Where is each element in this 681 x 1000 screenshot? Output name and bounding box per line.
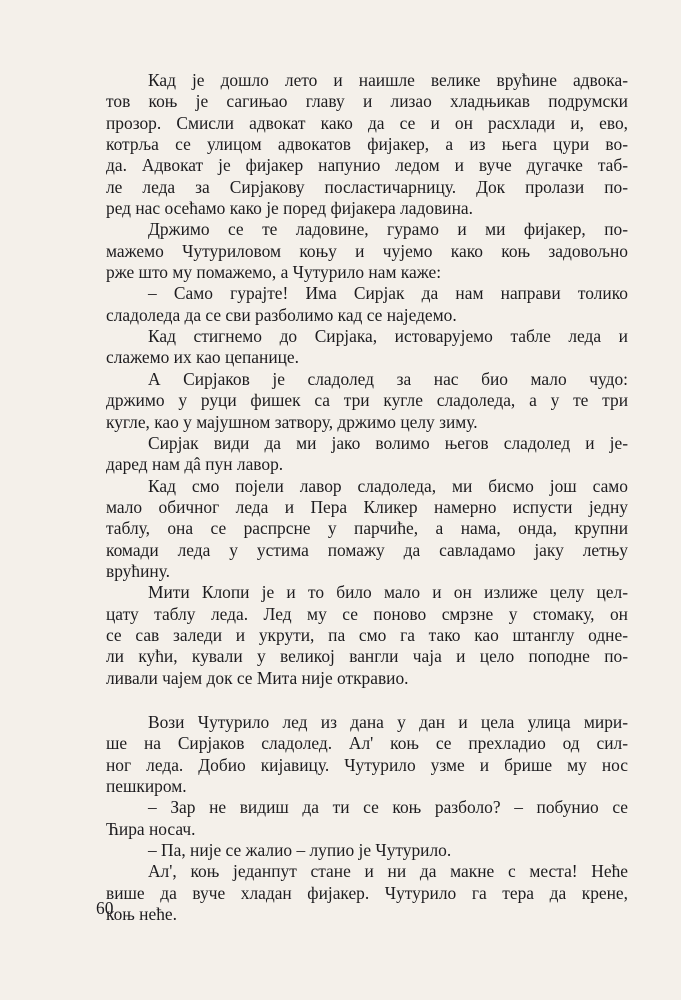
text-line: слажемо их као цепанице. — [106, 347, 300, 368]
text-line: таблу, она се распрсне у парчиће, а нама, онда, крупни — [106, 518, 628, 539]
text-line: ливали чајем док се Мита није откравио. — [106, 667, 409, 688]
text-line: комади леда у устима помажу да савладамо јаку летњу — [106, 539, 628, 560]
text-line: ред нас осећамо како је поред фијакера ладовина. — [106, 198, 473, 219]
text-line: сладоледа да се сви разболимо кад се наједемо. — [106, 304, 457, 325]
text-line: Сирјак види да ми јако волимо његов сладолед и је- — [148, 432, 628, 453]
text-line: Ћира носач. — [106, 818, 196, 839]
section-break — [106, 689, 628, 712]
text-line: Кад смо појели лавор сладоледа, ми бисмо још само — [148, 475, 628, 496]
text-line: Кад стигнемо до Сирјака, истоварујемо табле леда и — [148, 326, 628, 347]
text-line: пешкиром. — [106, 776, 187, 796]
page-number: 60 — [96, 898, 114, 918]
text-line: даред нам дâ пун лавор. — [106, 454, 284, 475]
text-line: ног леда. Добио кијавицу. Чутурило узме и брише му нос — [106, 754, 628, 775]
text-line: коњ неће. — [106, 904, 177, 925]
text-line: – Само гурајте! Има Сирјак да нам направи толико — [148, 283, 628, 304]
body-text — [106, 70, 628, 925]
text-line: – Зар не видиш да ти се коњ разболо? – побунио се — [148, 797, 628, 818]
text-line: мало обичног леда и Пера Кликер намерно испусти једну — [106, 496, 628, 517]
text-line: више да вуче хладан фијакер. Чутурило га тера да крене, — [106, 882, 628, 903]
text-line: мажемо Чутуриловом коњу и чујемо како коњ задовољно — [106, 240, 628, 261]
text-line: рже што му помажемо, а Чутурило нам каже: — [106, 262, 442, 283]
text-line: кугле, као у мајушном затвору, држимо целу зиму. — [106, 411, 478, 432]
text-line: Држимо се те ладовине, гурамо и ми фијакер, по- — [148, 219, 628, 240]
text-line: А Сирјаков је сладолед за нас био мало чудо: — [148, 368, 628, 389]
text-line: прозор. Смисли адвокат како да се и он расхлади и, ево, — [106, 112, 628, 133]
text-line: се сав заледи и укрути, па смо га тако као штанглу одне- — [106, 624, 628, 645]
text-line: Вози Чутурило лед из дана у дан и цела улица мири- — [148, 711, 628, 732]
text-line: ли кући, кували у великој вангли чаја и цело поподне по- — [106, 646, 628, 667]
text-line: ше на Сирјаков сладолед. Ал' коњ се прехладио од сил- — [106, 733, 628, 754]
text-line: тов коњ је сагињао главу и лизао хладњикав подрумски — [106, 91, 628, 112]
text-line: ле леда за Сирјакову посластичарницу. Док пролази по- — [106, 176, 628, 197]
text-line: – Па, није се жалио – лупио је Чутурило. — [148, 840, 452, 861]
text-line: котрља се улицом адвокатов фијакер, а из њега цури во- — [106, 134, 628, 155]
text-line: Ал', коњ једанпут стане и ни да макне с места! Неће — [148, 861, 628, 882]
text-line: Мити Клопи је и то било мало и он излиже целу цел- — [148, 582, 628, 603]
text-line: цату таблу леда. Лед му се поново смрзне у стомаку, он — [106, 603, 628, 624]
text-line: да. Адвокат је фијакер напунио ледом и вуче дугачке таб- — [106, 155, 628, 176]
text-line: Кад је дошло лето и наишле велике врућине адвока- — [148, 70, 628, 90]
text-line: врућину. — [106, 560, 170, 581]
text-line: држимо у руци фишек са три кугле сладоледа, а у те три — [106, 390, 628, 411]
